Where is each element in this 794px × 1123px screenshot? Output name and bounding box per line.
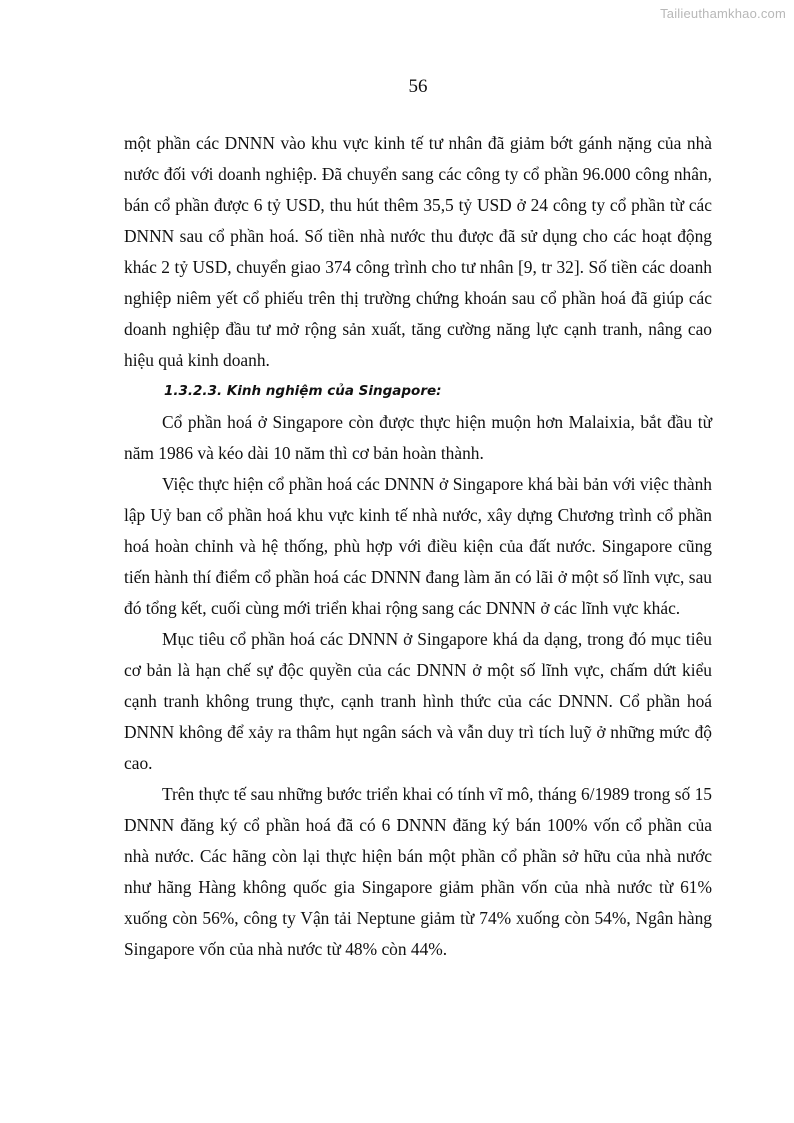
section-heading: 1.3.2.3. Kinh nghiệm của Singapore: [164,383,442,399]
paragraph-5: Trên thực tế sau những bước triển khai có tính vĩ mô, tháng 6/1989 trong số 15 DNNN đăng ký cổ phần hoá đã có 6 DNNN đăng ký bán 100% vốn cổ phần của nhà nước. Các hãng còn lại thực hiện bán một phần cổ phần sở hữu của nhà nước như hãng Hàng không quốc gia Singapore giảm phần vốn của nhà nước từ 61% xuống còn 56%, công ty Vận tải Neptune giảm từ 74% xuống còn 54%, Ngân hàng Singapore vốn của nhà nước từ 48% còn 44%. [124,784,712,959]
watermark: Tailieuthamkhao.com [660,6,786,21]
paragraph-2: Cổ phần hoá ở Singapore còn được thực hiện muộn hơn Malaixia, bắt đầu từ năm 1986 và kéo dài 10 năm thì cơ bản hoàn thành. [124,412,712,463]
document-body [124,128,712,965]
paragraph-4: Mục tiêu cổ phần hoá các DNNN ở Singapore khá da dạng, trong đó mục tiêu cơ bản là hạn chế sự độc quyền của các DNNN ở một số lĩnh vực, chấm dứt kiểu cạnh tranh không trung thực, cạnh tranh hình thức của các DNNN. Cổ phần hoá DNNN không để xảy ra thâm hụt ngân sách và vẫn duy trì tích luỹ ở những mức độ cao. [124,629,712,773]
paragraph-1: một phần các DNNN vào khu vực kinh tế tư nhân đã giảm bớt gánh nặng của nhà nước đối với doanh nghiệp. Đã chuyển sang các công ty cổ phần 96.000 công nhân, bán cổ phần được 6 tỷ USD, thu hút thêm 35,5 tỷ USD ở 24 công ty cổ phần từ các DNNN sau cổ phần hoá. Số tiền nhà nước thu được đã sử dụng cho các hoạt động khác 2 tỷ USD, chuyển giao 374 công trình cho tư nhân [9, tr 32]. Số tiền các doanh nghiệp niêm yết cổ phiếu trên thị trường chứng khoán sau cổ phần hoá đã giúp các doanh nghiệp đầu tư mở rộng sản xuất, tăng cường năng lực cạnh tranh, nâng cao hiệu quả kinh doanh. [124,133,712,370]
paragraph-3: Việc thực hiện cổ phần hoá các DNNN ở Singapore khá bài bản với việc thành lập Uỷ ban cổ phần hoá khu vực kinh tế nhà nước, xây dựng Chương trình cổ phần hoá hoàn chỉnh và hệ thống, phù hợp với điều kiện của đất nước. Singapore cũng tiến hành thí điểm cổ phần hoá các DNNN đang làm ăn có lãi ở một số lĩnh vực, sau đó tổng kết, cuối cùng mới triển khai rộng sang các DNNN ở các lĩnh vực khác. [124,474,712,618]
page-number: 56 [408,76,428,97]
